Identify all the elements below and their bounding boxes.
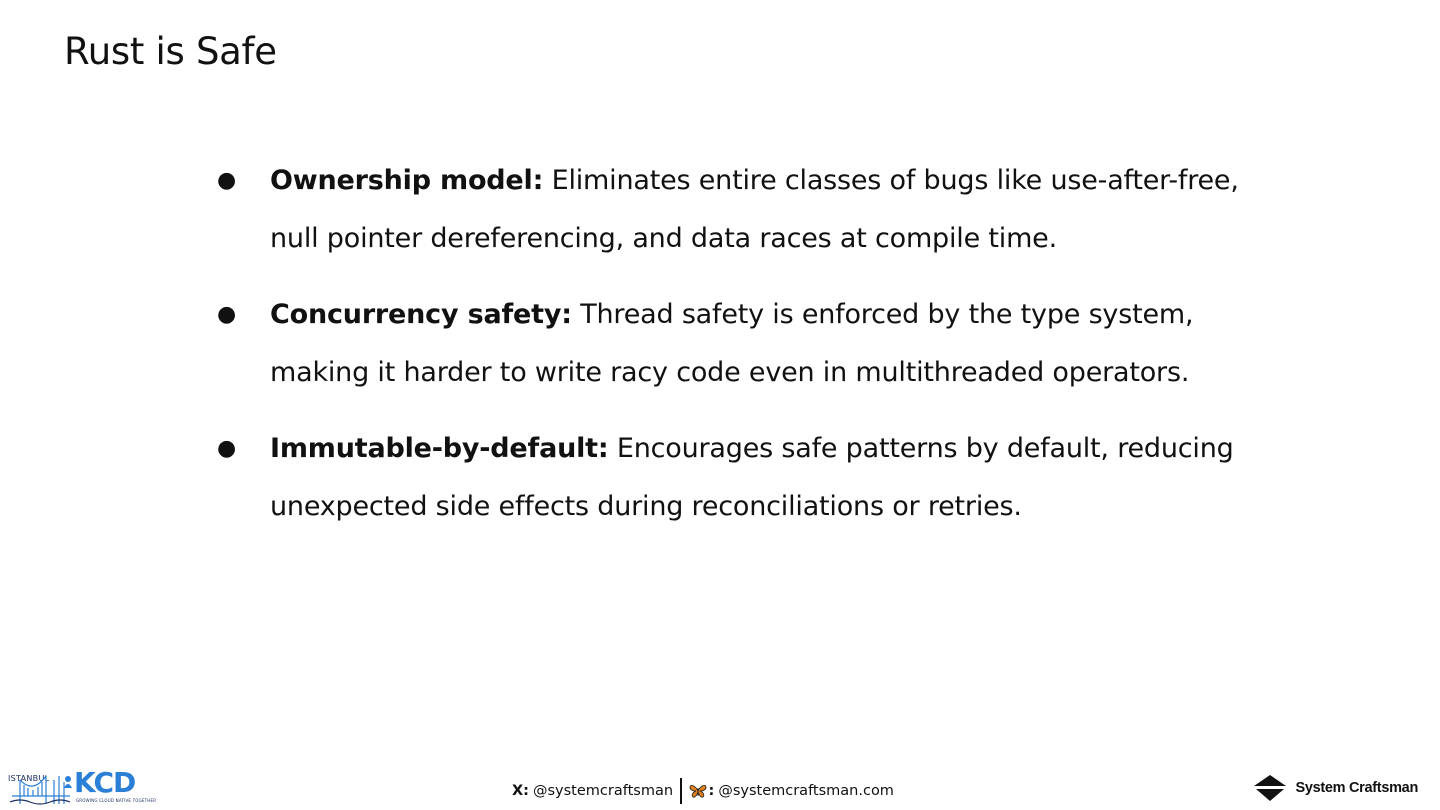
kcd-istanbul-logo: [6, 766, 166, 806]
bullet-text: Eliminates entire classes of bugs like use-after-free, null pointer dereferencing, and data races at compile time.: [270, 165, 1239, 254]
butterfly-icon: [688, 783, 708, 799]
brand-name: System Craftsman: [1295, 780, 1418, 796]
slide-footer: [0, 760, 1440, 810]
bullet-term: Immutable-by-default:: [270, 433, 609, 464]
bullet-dot: ●: [217, 436, 236, 461]
bullet-term: Ownership model:: [270, 165, 544, 196]
bullet-list: [215, 152, 1255, 554]
system-craftsman-brand: [1253, 774, 1418, 802]
bullet-term: Concurrency safety:: [270, 299, 572, 330]
kcd-tagline: GROWING CLOUD NATIVE TOGETHER: [76, 798, 157, 803]
bullet-text: Thread safety is enforced by the type system, making it harder to write racy code even in multithreaded operators.: [270, 299, 1194, 388]
bullet-dot: ●: [217, 168, 236, 193]
bullet-item-ownership: [215, 152, 1255, 268]
bullet-item-concurrency: [215, 286, 1255, 402]
separator: [680, 778, 682, 804]
kcd-city-label: ISTANBUL: [8, 774, 50, 783]
social-handles: [512, 778, 894, 804]
system-craftsman-logo-icon: [1253, 774, 1287, 802]
x-label: X:: [512, 783, 529, 799]
bridge-skyline-icon: [6, 766, 76, 806]
bullet-item-immutable: [215, 420, 1255, 536]
slide-title: Rust is Safe: [64, 30, 277, 73]
bsky-label: :: [708, 783, 715, 799]
kcd-wordmark: KCD: [74, 766, 136, 799]
bullet-text: Encourages safe patterns by default, reducing unexpected side effects during reconciliations or retries.: [270, 433, 1234, 522]
bsky-handle: @systemcraftsman.com: [718, 783, 894, 799]
bullet-dot: ●: [217, 302, 236, 327]
x-handle: @systemcraftsman: [532, 783, 674, 799]
